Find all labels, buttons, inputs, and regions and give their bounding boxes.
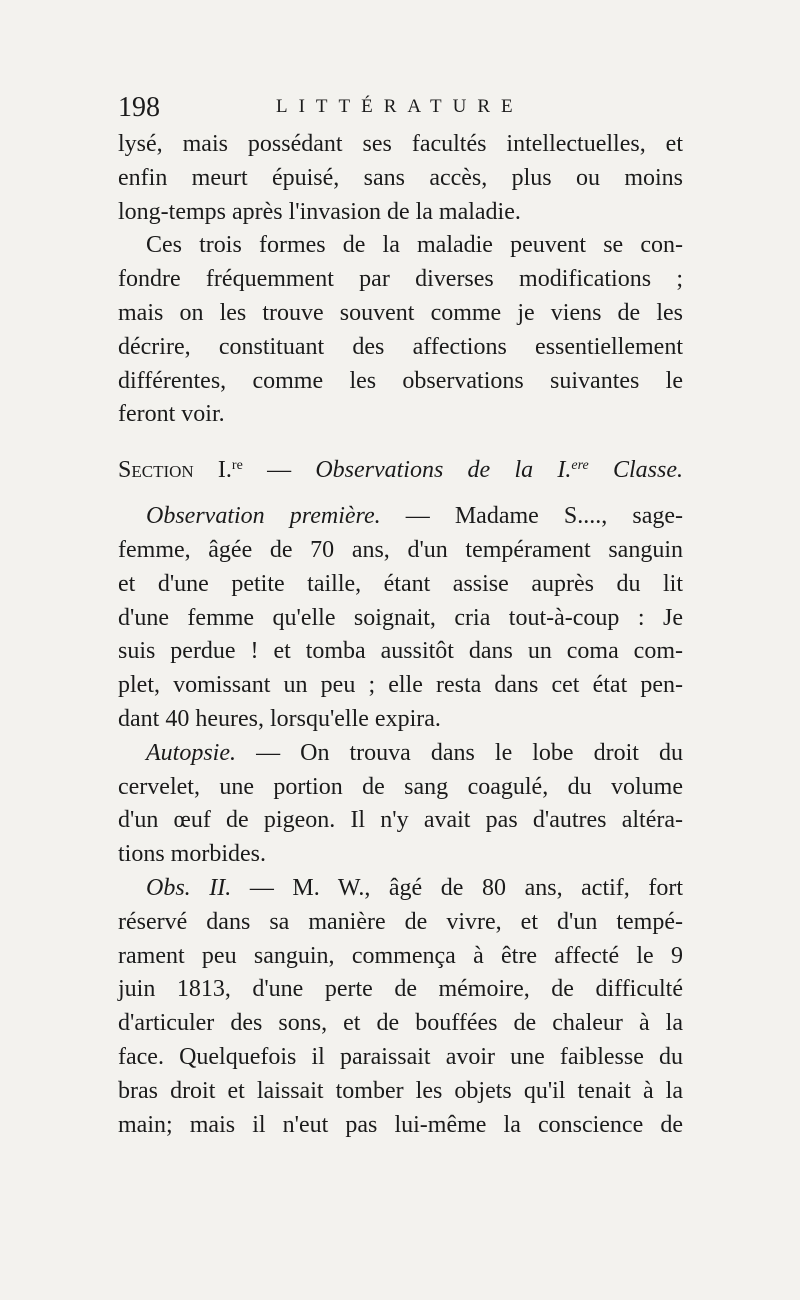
text-line: suis perdue ! et tomba aussitôt dans un coma com-	[118, 638, 683, 665]
page-text	[118, 128, 683, 1142]
text-line: lysé, mais possédant ses facultés intellectuelles, et	[118, 131, 683, 157]
section-heading	[118, 446, 683, 486]
text-line: long-temps après l'invasion de la maladie.	[118, 198, 521, 225]
text-line: réservé dans sa manière de vivre, et d'un tempé-	[118, 908, 683, 935]
observation-title: Obs. II.	[146, 874, 232, 901]
text-line: rament peu sanguin, commença à être affecté le 9	[118, 942, 683, 969]
text-line: fondre fréquemment par diverses modifications ;	[118, 266, 683, 293]
autopsy-paragraph	[118, 737, 683, 872]
text-line: juin 1813, d'une perte de mémoire, de difficulté	[118, 976, 683, 1003]
text-line: Ces trois formes de la maladie peuvent se con-	[146, 232, 683, 259]
text-line: d'une femme qu'elle soignait, cria tout-à-coup : Je	[118, 604, 683, 631]
observation-1	[118, 500, 683, 737]
text-line: dant 40 heures, lorsqu'elle expira.	[118, 705, 441, 732]
page-header	[118, 92, 688, 132]
text-line: femme, âgée de 70 ans, d'un tempérament sanguin	[118, 536, 683, 563]
paragraph-continuation	[118, 128, 683, 229]
paragraph-forms	[118, 229, 683, 432]
text-line: enfin meurt épuisé, sans accès, plus ou moins	[118, 164, 683, 191]
running-title: LITTÉRATURE	[276, 96, 524, 117]
section-dash: —	[267, 457, 292, 484]
section-number: I.$^{re}$	[217, 457, 243, 484]
text-line: Obs. II. — M. W., âgé de 80 ans, actif, fort	[146, 874, 684, 901]
text-line: feront voir.	[118, 401, 225, 428]
text-line: main; mais il n'eut pas lui-même la conscience de	[118, 1111, 683, 1138]
text-line: différentes, comme les observations suivantes le	[118, 367, 683, 394]
text-line: Autopsie. — On trouva dans le lobe droit du	[146, 739, 684, 766]
text-line: d'articuler des sons, et de bouffées de chaleur à la	[118, 1010, 683, 1037]
text-line: et d'une petite taille, étant assise auprès du lit	[118, 570, 683, 597]
text-line: décrire, constituant des affections essentiellement	[118, 333, 683, 360]
text-line: cervelet, une portion de sang coagulé, du volume	[118, 773, 683, 800]
section-word: Section	[118, 457, 194, 484]
autopsy-title: Autopsie.	[146, 739, 236, 766]
text-line: face. Quelquefois il paraissait avoir une faiblesse du	[118, 1043, 683, 1070]
text-line: Observation première. — Madame S...., sage-	[146, 503, 684, 530]
text-line: mais on les trouve souvent comme je viens de les	[118, 299, 683, 326]
section-title: Observations de la I.$^{ere}$ Classe.	[315, 457, 683, 484]
page-number: 198	[118, 92, 160, 123]
observation-title: Observation première.	[146, 503, 381, 530]
observation-2	[118, 872, 683, 1142]
text-line: plet, vomissant un peu ; elle resta dans cet état pen-	[118, 672, 683, 699]
text-line: tions morbides.	[118, 841, 266, 868]
text-line: bras droit et laissait tomber les objets qu'il tenait à la	[118, 1077, 683, 1104]
text-line: d'un œuf de pigeon. Il n'y avait pas d'autres altéra-	[118, 807, 683, 834]
